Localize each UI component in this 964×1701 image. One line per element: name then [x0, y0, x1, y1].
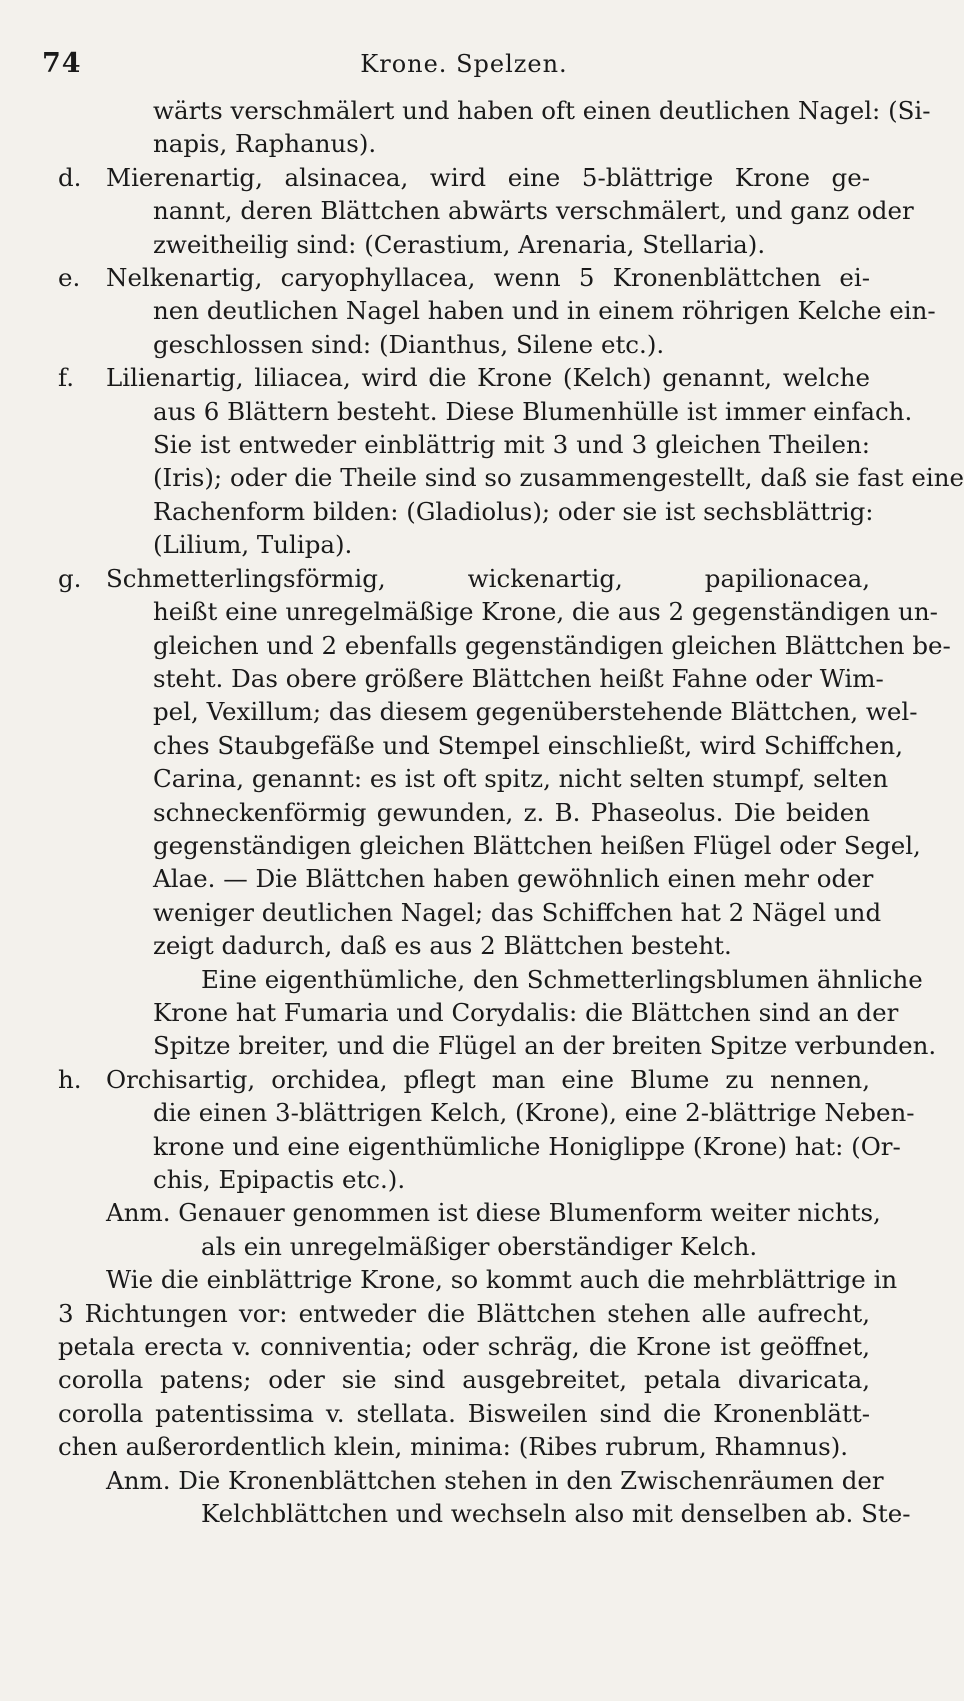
text-line	[58, 461, 964, 494]
text-line	[58, 963, 923, 996]
line-text: Sie ist entweder einblättrig mit 3 und 3 gleichen Theilen:	[153, 430, 870, 460]
item-label: d.	[58, 162, 82, 192]
text-line	[58, 629, 951, 662]
line-text: krone und eine eigenthümliche Honiglippe (Krone) hat: (Or-	[153, 1131, 901, 1161]
text-line	[58, 695, 918, 728]
line-text: chis, Epipactis etc.).	[153, 1165, 406, 1194]
line-text: Rachenform bilden: (Gladiolus); oder sie ist sechsblättrig:	[153, 496, 874, 526]
line-text: Mierenartig, alsinacea, wird eine 5-blättrige Krone ge-	[106, 162, 870, 192]
text-line	[58, 595, 938, 628]
line-text: corolla patentissima v. stellata. Bisweilen sind die Kronenblätt-	[58, 1398, 870, 1428]
text-line	[58, 1363, 870, 1396]
line-text: Anm. Genauer genommen ist diese Blumenform weiter nichts,	[106, 1198, 881, 1228]
line-text: Orchisartig, orchidea, pflegt man eine Blume zu nennen,	[106, 1064, 870, 1094]
text-line	[58, 896, 882, 929]
line-text: Wie die einblättrige Krone, so kommt auch die mehrblättrige in	[106, 1265, 898, 1295]
text-line	[58, 1029, 937, 1062]
text-line	[58, 361, 870, 394]
text-line	[58, 796, 870, 829]
body-text	[58, 94, 964, 1530]
text-line	[58, 1464, 884, 1497]
line-text: ches Staubgefäße und Stempel einschließt, wird Schiffchen,	[153, 730, 903, 760]
line-text: pel, Vexillum; das diesem gegenüberstehende Blättchen, wel-	[153, 697, 918, 727]
text-line	[58, 1096, 915, 1129]
line-text: chen außerordentlich klein, minima: (Ribes rubrum, Rhamnus).	[58, 1432, 849, 1462]
line-text: zeigt dadurch, daß es aus 2 Blättchen besteht.	[153, 931, 732, 961]
text-line	[58, 1497, 911, 1530]
text-line	[58, 1430, 870, 1463]
text-line	[58, 528, 870, 561]
line-text: heißt eine unregelmäßige Krone, die aus 2 gegenständigen un-	[153, 597, 938, 627]
text-line	[58, 1297, 870, 1330]
line-text: aus 6 Blättern besteht. Diese Blumenhülle ist immer einfach.	[153, 396, 913, 426]
line-text: petala erecta v. conniventia; oder schräg, die Krone ist geöffnet,	[58, 1332, 870, 1362]
line-text: Eine eigenthümliche, den Schmetterlingsblumen ähnliche	[201, 964, 923, 994]
item-label: f.	[58, 363, 74, 393]
text-line	[58, 428, 870, 461]
text-line	[58, 929, 870, 962]
text-line	[58, 127, 870, 160]
line-text: die einen 3-blättrigen Kelch, (Krone), eine 2-blättrige Neben-	[153, 1098, 915, 1128]
line-text: nannt, deren Blättchen abwärts verschmälert, und ganz oder	[153, 196, 914, 226]
line-text: schneckenförmig gewunden, z. B. Phaseolus. Die beiden	[153, 797, 870, 827]
text-line	[58, 1196, 881, 1229]
page-number: 74	[42, 48, 82, 79]
line-text: Lilienartig, liliacea, wird die Krone (Kelch) genannt, welche	[106, 363, 870, 393]
text-line	[58, 261, 870, 294]
line-text: (Iris); oder die Theile sind so zusammengestellt, daß sie fast eine	[153, 463, 964, 493]
text-line	[58, 829, 921, 862]
line-text: als ein unregelmäßiger oberständiger Kelch.	[201, 1231, 758, 1261]
line-text: gleichen und 2 ebenfalls gegenständigen gleichen Blättchen be-	[153, 630, 951, 660]
line-text: Spitze breiter, und die Flügel an der breiten Spitze verbunden.	[153, 1031, 937, 1061]
text-line	[58, 395, 913, 428]
item-label: e.	[58, 263, 81, 293]
line-text: geschlossen sind: (Dianthus, Silene etc.).	[153, 329, 665, 359]
page-header	[42, 40, 870, 86]
running-title: Krone. Spelzen.	[360, 50, 568, 78]
line-text: napis, Raphanus).	[153, 129, 377, 159]
text-line	[58, 862, 874, 895]
text-line	[58, 1163, 870, 1196]
text-line	[58, 1263, 898, 1296]
text-line	[58, 328, 870, 361]
line-text: Krone hat Fumaria und Corydalis: die Blättchen sind an der	[153, 997, 899, 1027]
text-line	[58, 194, 914, 227]
text-line	[58, 762, 889, 795]
item-label: h.	[58, 1064, 82, 1094]
line-text: Kelchblättchen und wechseln also mit denselben ab. Ste-	[201, 1499, 911, 1529]
text-line	[58, 94, 931, 127]
line-text: Carina, genannt: es ist oft spitz, nicht selten stumpf, selten	[153, 764, 889, 794]
line-text: Alae. — Die Blättchen haben gewöhnlich einen mehr oder	[153, 864, 874, 894]
line-text: Nelkenartig, caryophyllacea, wenn 5 Kronenblättchen ei-	[106, 263, 870, 293]
line-text: zweitheilig sind: (Cerastium, Arenaria, Stellaria).	[153, 229, 766, 259]
text-line	[58, 662, 884, 695]
line-text: gegenständigen gleichen Blättchen heißen Flügel oder Segel,	[153, 830, 921, 860]
text-line	[58, 996, 899, 1029]
line-text: Schmetterlingsförmig, wickenartig, papilionacea,	[106, 563, 870, 593]
text-line	[58, 161, 870, 194]
line-text: (Lilium, Tulipa).	[153, 530, 353, 560]
text-line	[58, 1397, 870, 1430]
text-line	[58, 562, 870, 595]
line-text: Anm. Die Kronenblättchen stehen in den Zwischenräumen der	[106, 1465, 884, 1495]
text-line	[58, 1130, 901, 1163]
line-text: weniger deutlichen Nagel; das Schiffchen hat 2 Nägel und	[153, 897, 882, 927]
text-line	[58, 729, 903, 762]
line-text: nen deutlichen Nagel haben und in einem röhrigen Kelche ein-	[153, 296, 936, 326]
line-text: 3 Richtungen vor: entweder die Blättchen stehen alle aufrecht,	[58, 1298, 870, 1328]
text-line	[58, 294, 936, 327]
line-text: corolla patens; oder sie sind ausgebreitet, petala divaricata,	[58, 1365, 870, 1395]
text-line	[58, 228, 870, 261]
line-text: steht. Das obere größere Blättchen heißt Fahne oder Wim-	[153, 663, 884, 693]
line-text: wärts verschmälert und haben oft einen deutlichen Nagel: (Si-	[153, 96, 931, 125]
text-line	[58, 1230, 870, 1263]
text-line	[58, 1063, 870, 1096]
text-line	[58, 495, 874, 528]
text-line	[58, 1330, 870, 1363]
item-label: g.	[58, 563, 82, 593]
